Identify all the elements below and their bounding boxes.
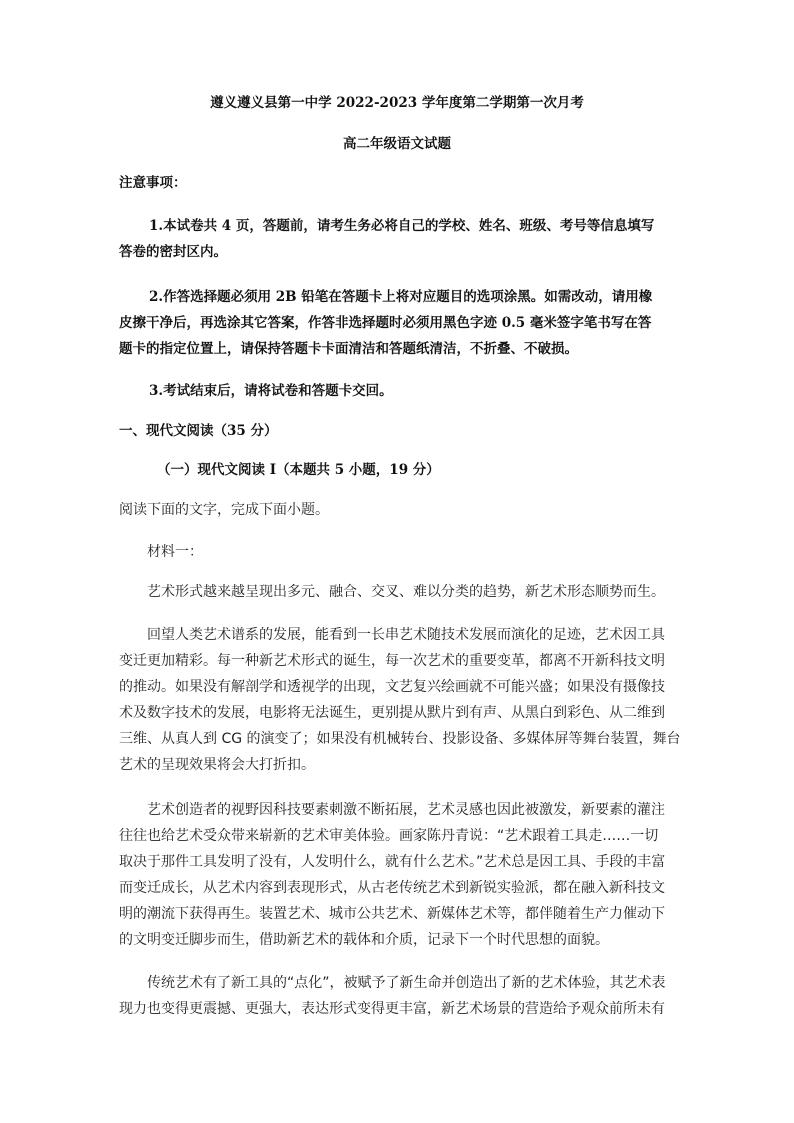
passage-paragraph-3-line-3: 取决于那件工具发明了没有，人发明什么，就有什么艺术。”艺术总是因工具、手段的丰富 bbox=[119, 854, 666, 870]
passage-paragraph-3-line-2: 往往也给艺术受众带来崭新的艺术审美体验。画家陈丹青说：“艺术跟着工具走……一切 bbox=[119, 828, 659, 844]
notice-item-2-line-3: 题卡的指定位置上，请保持答题卡卡面清洁和答题纸清洁，不折叠、不破损。 bbox=[119, 341, 578, 357]
section-1-sub-heading: （一）现代文阅读 I（本题共 5 小题，19 分） bbox=[157, 462, 440, 478]
passage-paragraph-3-line-5: 明的潮流下获得再生。装置艺术、城市公共艺术、新媒体艺术等，都伴随着生产力催动下 bbox=[119, 906, 665, 922]
passage-paragraph-4-line-1: 传统艺术有了新工具的“点化”，被赋予了新生命并创造出了新的艺术体验，其艺术表 bbox=[147, 975, 666, 991]
passage-paragraph-3-line-4: 而变迁成长，从艺术内容到表现形式，从古老传统艺术到新锐实验派，都在融入新科技文 bbox=[119, 880, 665, 896]
passage-paragraph-2-line-5: 三维、从真人到 CG 的演变了；如果没有机械转台、投影设备、多媒体屏等舞台装置，舞台 bbox=[119, 731, 681, 747]
notice-item-2-line-2: 皮擦干净后，再选涂其它答案，作答非选择题时必须用黑色字迹 0.5 毫米签字笔书写在答 bbox=[119, 315, 652, 331]
passage-paragraph-3-line-1: 艺术创造者的视野因科技要素刺激不断拓展，艺术灵感也因此被激发，新要素的灌注 bbox=[147, 802, 665, 818]
passage-paragraph-3-line-6: 的文明变迁脚步而生，借助新艺术的载体和介质，记录下一个时代思想的面貌。 bbox=[119, 932, 609, 948]
passage-paragraph-2-line-6: 艺术的呈现效果将会大打折扣。 bbox=[119, 757, 315, 773]
exam-title: 遵义遵义县第一中学 2022-2023 学年度第二学期第一次月考 bbox=[210, 95, 584, 111]
passage-paragraph-1: 艺术形式越来越呈现出多元、融合、交叉、难以分类的趋势，新艺术形态顺势而生。 bbox=[147, 584, 665, 600]
passage-paragraph-2-line-2: 变迁更加精彩。每一种新艺术形式的诞生，每一次艺术的重要变革，都离不开新科技文明 bbox=[119, 653, 665, 669]
notice-item-1-line-2: 答卷的密封区内。 bbox=[119, 244, 227, 260]
notice-item-2-line-1: 2.作答选择题必须用 2B 铅笔在答题卡上将对应题目的选项涂黑。如需改动，请用橡 bbox=[149, 289, 653, 305]
exam-subtitle: 高二年级语文试题 bbox=[343, 136, 451, 152]
notice-item-1-line-1: 1.本试卷共 4 页，答题前，请考生务必将自己的学校、姓名、班级、考号等信息填写 bbox=[149, 218, 655, 234]
notice-heading: 注意事项： bbox=[119, 175, 187, 191]
passage-paragraph-2-line-4: 术及数字技术的发展，电影将无法诞生，更别提从默片到有声、从黑白到彩色、从二维到 bbox=[119, 705, 665, 721]
reading-instruction: 阅读下面的文字，完成下面小题。 bbox=[119, 502, 329, 518]
section-1-heading: 一、现代文阅读（35 分） bbox=[119, 423, 278, 439]
notice-item-3: 3.考试结束后，请将试卷和答题卡交回。 bbox=[149, 383, 393, 399]
passage-paragraph-4-line-2: 现力也变得更震撼、更强大，表达形式变得更丰富，新艺术场景的营造给予观众前所未有 bbox=[119, 1001, 665, 1017]
passage-paragraph-2-line-3: 的推动。如果没有解剖学和透视学的出现，文艺复兴绘画就不可能兴盛；如果没有摄像技 bbox=[119, 679, 665, 695]
material-label: 材料一： bbox=[147, 544, 203, 560]
passage-paragraph-2-line-1: 回望人类艺术谱系的发展，能看到一长串艺术随技术发展而演化的足迹，艺术因工具 bbox=[147, 627, 665, 643]
